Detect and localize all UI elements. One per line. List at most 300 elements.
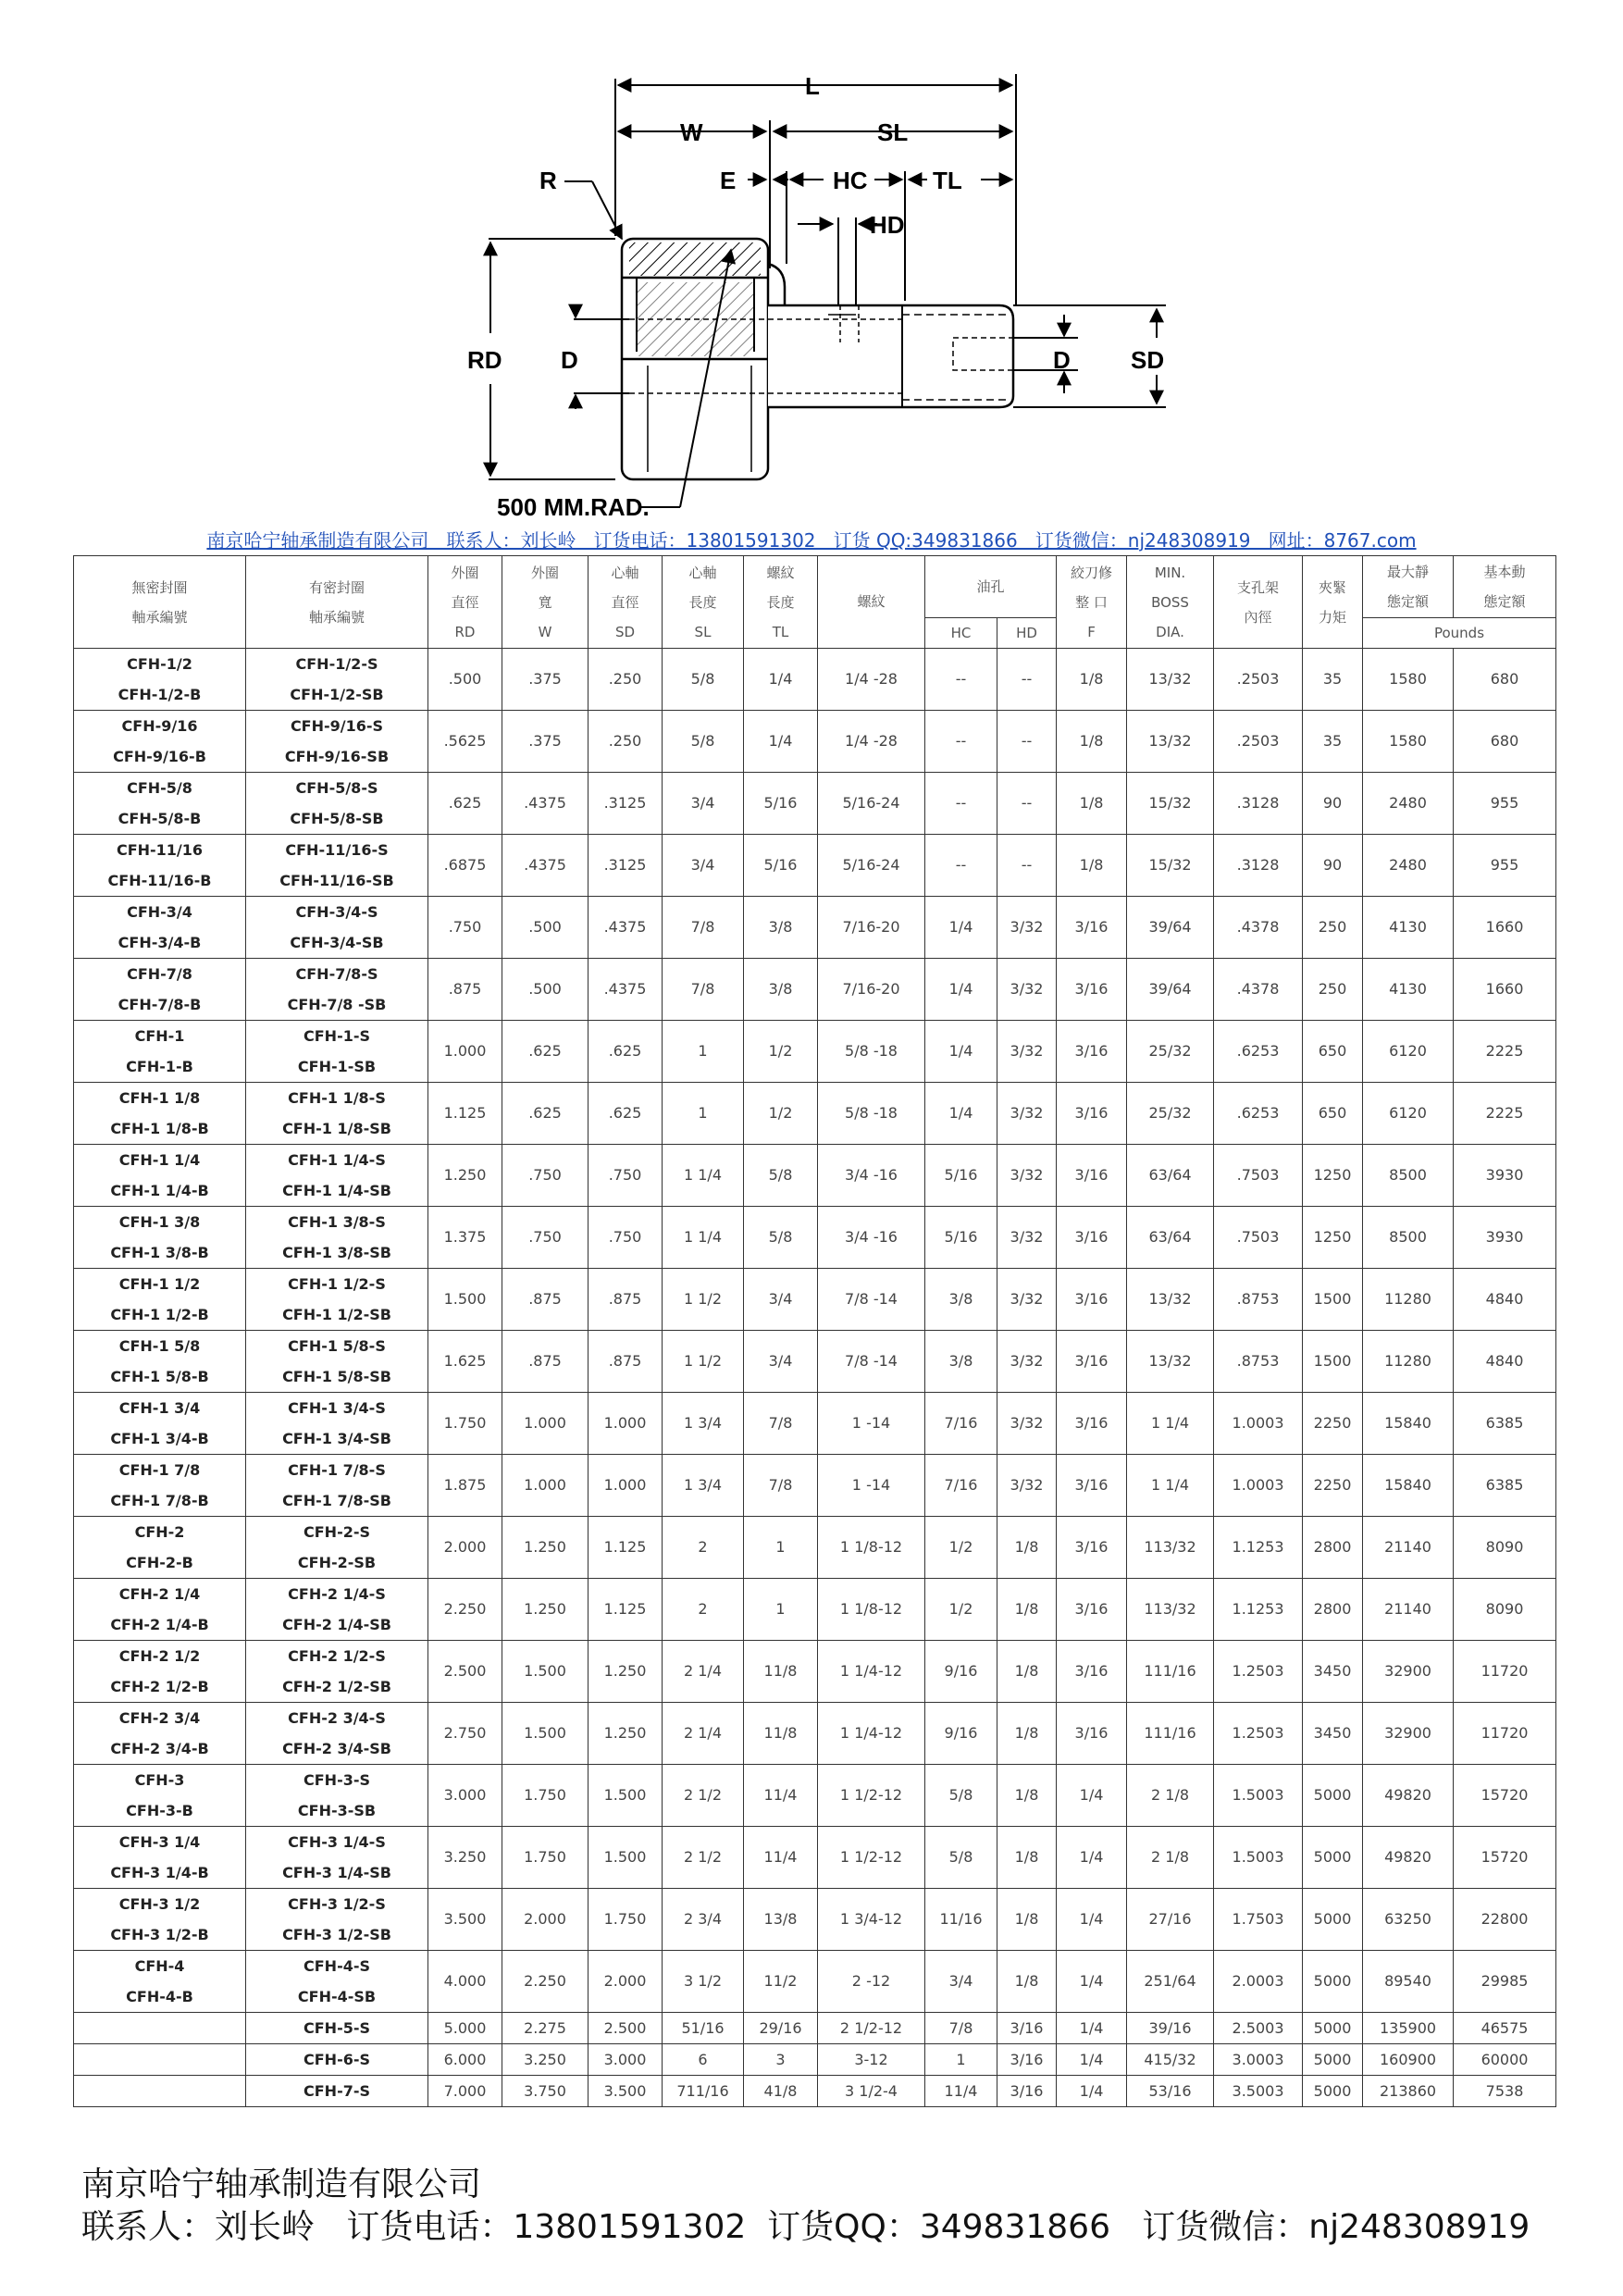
part-number-unsealed: CFH-1 3/8 CFH-1 3/8-B [74, 1207, 246, 1269]
table-cell: 1.750 [502, 1827, 588, 1889]
table-cell: 2250 [1303, 1393, 1363, 1455]
table-cell: 25/32 [1127, 1021, 1214, 1083]
table-cell: 3 [744, 2044, 818, 2076]
table-cell: 3/8 [744, 897, 818, 959]
table-cell: 1580 [1363, 711, 1454, 773]
table-cell: 1 -14 [818, 1455, 925, 1517]
table-row [74, 1889, 1556, 1951]
table-cell: 5000 [1303, 1889, 1363, 1951]
table-cell: 3/16 [997, 2044, 1057, 2076]
table-cell: 1/8 [997, 1641, 1057, 1703]
part-number-unsealed: CFH-1 5/8 CFH-1 5/8-B [74, 1331, 246, 1393]
dim-label-w: W [680, 118, 703, 146]
table-cell: 2.275 [502, 2013, 588, 2044]
table-cell: 35 [1303, 649, 1363, 711]
table-cell: 1/8 [997, 1951, 1057, 2013]
table-cell: 1 1/8-12 [818, 1517, 925, 1579]
table-cell: 3.000 [588, 2044, 663, 2076]
part-number-sealed: CFH-2 1/4-S CFH-2 1/4-SB [246, 1579, 428, 1641]
table-cell: 3/32 [997, 1331, 1057, 1393]
table-cell: 6120 [1363, 1083, 1454, 1145]
table-cell: 5000 [1303, 2013, 1363, 2044]
table-cell: 4840 [1454, 1331, 1556, 1393]
table-cell: 1 [663, 1083, 744, 1145]
part-number-sealed: CFH-3-S CFH-3-SB [246, 1765, 428, 1827]
table-row [74, 1517, 1556, 1579]
header-oil-hole: 油孔 [925, 556, 1057, 618]
table-cell: 1 [925, 2044, 997, 2076]
table-cell: 3/4 [744, 1331, 818, 1393]
table-cell: 5/16 [744, 773, 818, 835]
table-cell: 2.500 [428, 1641, 502, 1703]
table-cell: 7/8 -14 [818, 1269, 925, 1331]
table-cell: 3930 [1454, 1145, 1556, 1207]
table-cell: 32900 [1363, 1703, 1454, 1765]
table-cell: 650 [1303, 1021, 1363, 1083]
footer-company: 南京哈宁轴承制造有限公司 [81, 2166, 482, 2203]
table-cell: 250 [1303, 897, 1363, 959]
table-cell: .375 [502, 711, 588, 773]
table-cell: 15840 [1363, 1393, 1454, 1455]
table-cell: 1/8 [997, 1579, 1057, 1641]
table-cell: 2 1/2 [663, 1827, 744, 1889]
table-cell: 9/16 [925, 1703, 997, 1765]
table-cell: .4375 [502, 773, 588, 835]
table-cell: .500 [502, 897, 588, 959]
table-cell: 3/16 [1057, 1579, 1127, 1641]
table-cell: 3/32 [997, 1393, 1057, 1455]
table-cell: 4130 [1363, 959, 1454, 1021]
table-cell: 7/16-20 [818, 897, 925, 959]
table-cell: 1.375 [428, 1207, 502, 1269]
table-cell: 1 1/4-12 [818, 1641, 925, 1703]
header-w: 外圈 寬 W [502, 556, 588, 649]
company-contact-line[interactable]: 南京哈宁轴承制造有限公司 联系人：刘长岭 订货电话：13801591302 订货 QQ:349831866 订货微信：nj248308919 网址：8767.com [206, 529, 1417, 552]
table-row [74, 1207, 1556, 1269]
part-number-sealed: CFH-2 3/4-S CFH-2 3/4-SB [246, 1703, 428, 1765]
table-cell: 5000 [1303, 1827, 1363, 1889]
table-cell: 1/4 [1057, 1889, 1127, 1951]
table-cell: .2503 [1214, 649, 1303, 711]
table-cell: 3/16 [1057, 1517, 1127, 1579]
table-cell: .875 [428, 959, 502, 1021]
part-number-unsealed: CFH-5/8 CFH-5/8-B [74, 773, 246, 835]
table-cell: 5000 [1303, 2076, 1363, 2107]
part-number-sealed: CFH-3 1/4-S CFH-3 1/4-SB [246, 1827, 428, 1889]
table-cell: 3/8 [925, 1331, 997, 1393]
table-cell: 1/2 [744, 1021, 818, 1083]
table-cell: 1 1/8-12 [818, 1579, 925, 1641]
table-cell: 89540 [1363, 1951, 1454, 2013]
table-cell: 680 [1454, 649, 1556, 711]
dim-label-rd: RD [467, 346, 502, 374]
table-cell: 5/16 [744, 835, 818, 897]
part-number-unsealed [74, 2013, 246, 2044]
table-cell: .3125 [588, 835, 663, 897]
table-cell: 1/4 [1057, 1765, 1127, 1827]
table-cell: .500 [502, 959, 588, 1021]
table-cell: .750 [502, 1207, 588, 1269]
table-cell: 3/4 [663, 773, 744, 835]
table-cell: 5/16 [925, 1145, 997, 1207]
part-number-unsealed: CFH-3 CFH-3-B [74, 1765, 246, 1827]
table-cell: 1.500 [502, 1641, 588, 1703]
table-cell: 1.125 [428, 1083, 502, 1145]
table-cell: 3/16 [1057, 897, 1127, 959]
table-cell: 3/32 [997, 897, 1057, 959]
table-cell: 2 1/8 [1127, 1765, 1214, 1827]
table-cell: 3/16 [1057, 1083, 1127, 1145]
table-cell: 2800 [1303, 1517, 1363, 1579]
table-cell: 1/4 -28 [818, 649, 925, 711]
table-cell: 35 [1303, 711, 1363, 773]
table-row [74, 1765, 1556, 1827]
table-cell: 3/32 [997, 1269, 1057, 1331]
table-cell: .4378 [1214, 959, 1303, 1021]
table-cell: 1/4 [925, 897, 997, 959]
header-pounds: Pounds [1363, 618, 1556, 649]
table-cell: 1/4 [744, 649, 818, 711]
table-cell: 2 -12 [818, 1951, 925, 2013]
table-cell: .8753 [1214, 1331, 1303, 1393]
table-cell: -- [997, 711, 1057, 773]
table-cell: 13/32 [1127, 1269, 1214, 1331]
table-cell: 27/16 [1127, 1889, 1214, 1951]
table-cell: -- [925, 649, 997, 711]
table-cell: 11/4 [744, 1765, 818, 1827]
table-cell: 1250 [1303, 1207, 1363, 1269]
table-cell: 7/16-20 [818, 959, 925, 1021]
table-cell: 1 3/4 [663, 1393, 744, 1455]
table-cell: 2 1/2 [663, 1765, 744, 1827]
table-cell: 1.875 [428, 1455, 502, 1517]
table-cell: 1/2 [925, 1517, 997, 1579]
table-cell: 63/64 [1127, 1207, 1214, 1269]
table-cell: 3/32 [997, 959, 1057, 1021]
table-row [74, 1021, 1556, 1083]
dim-label-hc: HC [833, 167, 868, 194]
header-hc: HC [925, 618, 997, 649]
table-cell: 1 1/4 [663, 1207, 744, 1269]
table-cell: 29/16 [744, 2013, 818, 2044]
table-cell: .875 [502, 1331, 588, 1393]
header-unsealed: 無密封圈 軸承編號 [74, 556, 246, 649]
table-cell: 13/32 [1127, 1331, 1214, 1393]
table-cell: 1.7503 [1214, 1889, 1303, 1951]
table-cell: .7503 [1214, 1207, 1303, 1269]
part-number-sealed: CFH-1/2-S CFH-1/2-SB [246, 649, 428, 711]
specification-table [73, 555, 1556, 2107]
table-cell: -- [997, 773, 1057, 835]
table-cell: 1/4 [1057, 1951, 1127, 2013]
table-cell: 11720 [1454, 1641, 1556, 1703]
table-cell: 1 1/2 [663, 1331, 744, 1393]
table-cell: 1 3/4-12 [818, 1889, 925, 1951]
table-cell: 13/32 [1127, 711, 1214, 773]
table-cell: .4375 [502, 835, 588, 897]
table-cell: .4378 [1214, 897, 1303, 959]
table-cell: 4840 [1454, 1269, 1556, 1331]
part-number-sealed: CFH-1 7/8-S CFH-1 7/8-SB [246, 1455, 428, 1517]
table-cell: 3/8 [744, 959, 818, 1021]
table-cell: 1/4 -28 [818, 711, 925, 773]
table-cell: .750 [428, 897, 502, 959]
part-number-unsealed [74, 2044, 246, 2076]
table-cell: 3.5003 [1214, 2076, 1303, 2107]
table-cell: 3/4 [925, 1951, 997, 2013]
table-cell: .3125 [588, 773, 663, 835]
table-row [74, 2013, 1556, 2044]
table-cell: 1660 [1454, 959, 1556, 1021]
table-row [74, 1145, 1556, 1207]
table-cell: 3/16 [997, 2013, 1057, 2044]
table-cell: 160900 [1363, 2044, 1454, 2076]
table-row [74, 711, 1556, 773]
table-cell: 1.250 [502, 1517, 588, 1579]
table-cell: 1.500 [588, 1827, 663, 1889]
table-cell: 90 [1303, 835, 1363, 897]
table-cell: 5000 [1303, 1951, 1363, 2013]
table-cell: .875 [502, 1269, 588, 1331]
table-cell: 2 3/4 [663, 1889, 744, 1951]
table-cell: 3/16 [1057, 1331, 1127, 1393]
table-cell: .3128 [1214, 835, 1303, 897]
table-cell: 63/64 [1127, 1145, 1214, 1207]
part-number-sealed: CFH-5-S [246, 2013, 428, 2044]
table-cell: 25/32 [1127, 1083, 1214, 1145]
table-cell: -- [925, 711, 997, 773]
table-cell: 1580 [1363, 649, 1454, 711]
table-cell: 3/4 [663, 835, 744, 897]
table-cell: 1/4 [1057, 2076, 1127, 2107]
table-cell: 1/8 [997, 1517, 1057, 1579]
table-cell: 955 [1454, 773, 1556, 835]
dim-label-d-left: D [561, 346, 578, 374]
table-cell: 7538 [1454, 2076, 1556, 2107]
table-cell: 5/8 [663, 711, 744, 773]
table-cell: 90 [1303, 773, 1363, 835]
table-cell: 1.750 [588, 1889, 663, 1951]
table-cell: 5.000 [428, 2013, 502, 2044]
header-dynamic-rating: 基本動 態定額 [1454, 556, 1556, 618]
part-number-sealed: CFH-7/8-S CFH-7/8 -SB [246, 959, 428, 1021]
table-cell: 1/4 [1057, 1827, 1127, 1889]
table-cell: 5/16-24 [818, 835, 925, 897]
part-number-unsealed: CFH-1 1/8 CFH-1 1/8-B [74, 1083, 246, 1145]
table-row [74, 649, 1556, 711]
table-cell: 2480 [1363, 773, 1454, 835]
table-cell: 1/8 [997, 1765, 1057, 1827]
part-number-unsealed: CFH-7/8 CFH-7/8-B [74, 959, 246, 1021]
table-cell: .4375 [588, 959, 663, 1021]
stud [768, 305, 1013, 407]
table-cell: 49820 [1363, 1765, 1454, 1827]
table-cell: 15720 [1454, 1765, 1556, 1827]
part-number-unsealed: CFH-3 1/2 CFH-3 1/2-B [74, 1889, 246, 1951]
table-cell: 1 [744, 1517, 818, 1579]
dim-label-r: R [539, 167, 557, 194]
table-cell: 2 1/2-12 [818, 2013, 925, 2044]
table-cell: 60000 [1454, 2044, 1556, 2076]
table-cell: 1.125 [588, 1517, 663, 1579]
table-cell: 1.500 [588, 1765, 663, 1827]
table-cell: 39/16 [1127, 2013, 1214, 2044]
table-cell: 2.500 [588, 2013, 663, 2044]
table-cell: 3/32 [997, 1145, 1057, 1207]
table-cell: 1 1/2 [663, 1269, 744, 1331]
table-cell: 1.125 [588, 1579, 663, 1641]
table-cell: 711/16 [663, 2076, 744, 2107]
part-number-unsealed: CFH-11/16 CFH-11/16-B [74, 835, 246, 897]
table-cell: 15720 [1454, 1827, 1556, 1889]
table-cell: 7/8 [663, 897, 744, 959]
table-cell: 1/8 [1057, 835, 1127, 897]
table-cell: 51/16 [663, 2013, 744, 2044]
dim-label-l: L [805, 72, 820, 100]
table-cell: 1 1/4 [1127, 1393, 1214, 1455]
table-cell: 3 1/2 [663, 1951, 744, 2013]
table-cell: 3.250 [502, 2044, 588, 2076]
table-cell: .375 [502, 649, 588, 711]
table-cell: 5/8 -18 [818, 1083, 925, 1145]
table-cell: 3.0003 [1214, 2044, 1303, 2076]
table-cell: 5/8 [925, 1765, 997, 1827]
table-cell: 5/8 -18 [818, 1021, 925, 1083]
table-cell: 3.750 [502, 2076, 588, 2107]
table-cell: 1.1253 [1214, 1517, 1303, 1579]
table-cell: 1/8 [997, 1827, 1057, 1889]
table-cell: 2 [663, 1517, 744, 1579]
table-cell: 1.250 [502, 1579, 588, 1641]
table-cell: 3/16 [1057, 1641, 1127, 1703]
table-cell: 4130 [1363, 897, 1454, 959]
part-number-sealed: CFH-3/4-S CFH-3/4-SB [246, 897, 428, 959]
table-cell: 1/4 [925, 1083, 997, 1145]
table-cell: 15/32 [1127, 773, 1214, 835]
table-row [74, 1827, 1556, 1889]
header-sl: 心軸 長度 SL [663, 556, 744, 649]
table-cell: 113/32 [1127, 1579, 1214, 1641]
table-cell: 3/4 -16 [818, 1145, 925, 1207]
table-cell: 1660 [1454, 897, 1556, 959]
table-cell: 3450 [1303, 1641, 1363, 1703]
table-cell: 53/16 [1127, 2076, 1214, 2107]
table-cell: 2480 [1363, 835, 1454, 897]
table-cell: 1.5003 [1214, 1827, 1303, 1889]
table-cell: 213860 [1363, 2076, 1454, 2107]
table-cell: 1 1/2-12 [818, 1765, 925, 1827]
part-number-sealed: CFH-11/16-S CFH-11/16-SB [246, 835, 428, 897]
dim-label-hd: HD [870, 211, 905, 239]
table-cell: 3.500 [428, 1889, 502, 1951]
header-hd: HD [997, 618, 1057, 649]
part-number-sealed: CFH-1 1/8-S CFH-1 1/8-SB [246, 1083, 428, 1145]
table-cell: 13/32 [1127, 649, 1214, 711]
table-cell: 11280 [1363, 1331, 1454, 1393]
table-row [74, 897, 1556, 959]
table-cell: 11/8 [744, 1703, 818, 1765]
part-number-unsealed: CFH-2 1/2 CFH-2 1/2-B [74, 1641, 246, 1703]
footer-contact [81, 2164, 1530, 2249]
table-cell: 7/8 [663, 959, 744, 1021]
table-cell: .750 [588, 1145, 663, 1207]
table-cell: -- [925, 835, 997, 897]
table-cell: 49820 [1363, 1827, 1454, 1889]
table-row [74, 835, 1556, 897]
table-cell: 2.250 [502, 1951, 588, 2013]
table-cell: 3/16 [1057, 1145, 1127, 1207]
table-cell: .875 [588, 1269, 663, 1331]
table-cell: 2250 [1303, 1455, 1363, 1517]
part-number-sealed: CFH-1-S CFH-1-SB [246, 1021, 428, 1083]
table-cell: 1.5003 [1214, 1765, 1303, 1827]
table-cell: 3/16 [1057, 1269, 1127, 1331]
table-row [74, 1269, 1556, 1331]
table-cell: .625 [588, 1083, 663, 1145]
table-cell: -- [925, 773, 997, 835]
table-cell: 1.2503 [1214, 1703, 1303, 1765]
table-cell: 1.2503 [1214, 1641, 1303, 1703]
table-cell: 2225 [1454, 1083, 1556, 1145]
table-row [74, 1455, 1556, 1517]
table-cell: 1.1253 [1214, 1579, 1303, 1641]
table-cell: 1.250 [588, 1641, 663, 1703]
table-cell: 3/32 [997, 1455, 1057, 1517]
table-cell: 2 [663, 1579, 744, 1641]
table-cell: 6385 [1454, 1455, 1556, 1517]
part-number-unsealed [74, 2076, 246, 2107]
table-cell: 15/32 [1127, 835, 1214, 897]
table-cell: 3-12 [818, 2044, 925, 2076]
part-number-unsealed: CFH-4 CFH-4-B [74, 1951, 246, 2013]
table-cell: 5/8 [744, 1207, 818, 1269]
table-cell: 1250 [1303, 1145, 1363, 1207]
table-cell: 2.000 [588, 1951, 663, 2013]
table-cell: .875 [588, 1331, 663, 1393]
table-cell: 5/8 [925, 1827, 997, 1889]
table-cell: 3/32 [997, 1083, 1057, 1145]
table-cell: 1.750 [502, 1765, 588, 1827]
table-cell: 1.500 [502, 1703, 588, 1765]
table-row [74, 1951, 1556, 2013]
header-bracket: 支孔架 內徑 [1214, 556, 1303, 649]
part-number-unsealed: CFH-3 1/4 CFH-3 1/4-B [74, 1827, 246, 1889]
part-number-sealed: CFH-5/8-S CFH-5/8-SB [246, 773, 428, 835]
table-cell: 1 1/2-12 [818, 1827, 925, 1889]
table-cell: 2.250 [428, 1579, 502, 1641]
table-cell: 11/4 [744, 1827, 818, 1889]
part-number-unsealed: CFH-3/4 CFH-3/4-B [74, 897, 246, 959]
cam-follower-diagram [0, 0, 1623, 527]
table-cell: 135900 [1363, 2013, 1454, 2044]
table-cell: .750 [502, 1145, 588, 1207]
table-row [74, 1083, 1556, 1145]
table-cell: 21140 [1363, 1579, 1454, 1641]
table-cell: 3/4 [744, 1269, 818, 1331]
table-cell: 250 [1303, 959, 1363, 1021]
table-cell: 15840 [1363, 1455, 1454, 1517]
table-row [74, 1393, 1556, 1455]
table-cell: 6385 [1454, 1393, 1556, 1455]
table-cell: 2.0003 [1214, 1951, 1303, 2013]
header-boss: MIN. BOSS DIA. [1127, 556, 1214, 649]
table-cell: 8090 [1454, 1517, 1556, 1579]
table-cell: .6253 [1214, 1083, 1303, 1145]
table-cell: 7/16 [925, 1455, 997, 1517]
table-cell: 1.625 [428, 1331, 502, 1393]
table-cell: 1.000 [502, 1455, 588, 1517]
table-cell: 1/2 [744, 1083, 818, 1145]
